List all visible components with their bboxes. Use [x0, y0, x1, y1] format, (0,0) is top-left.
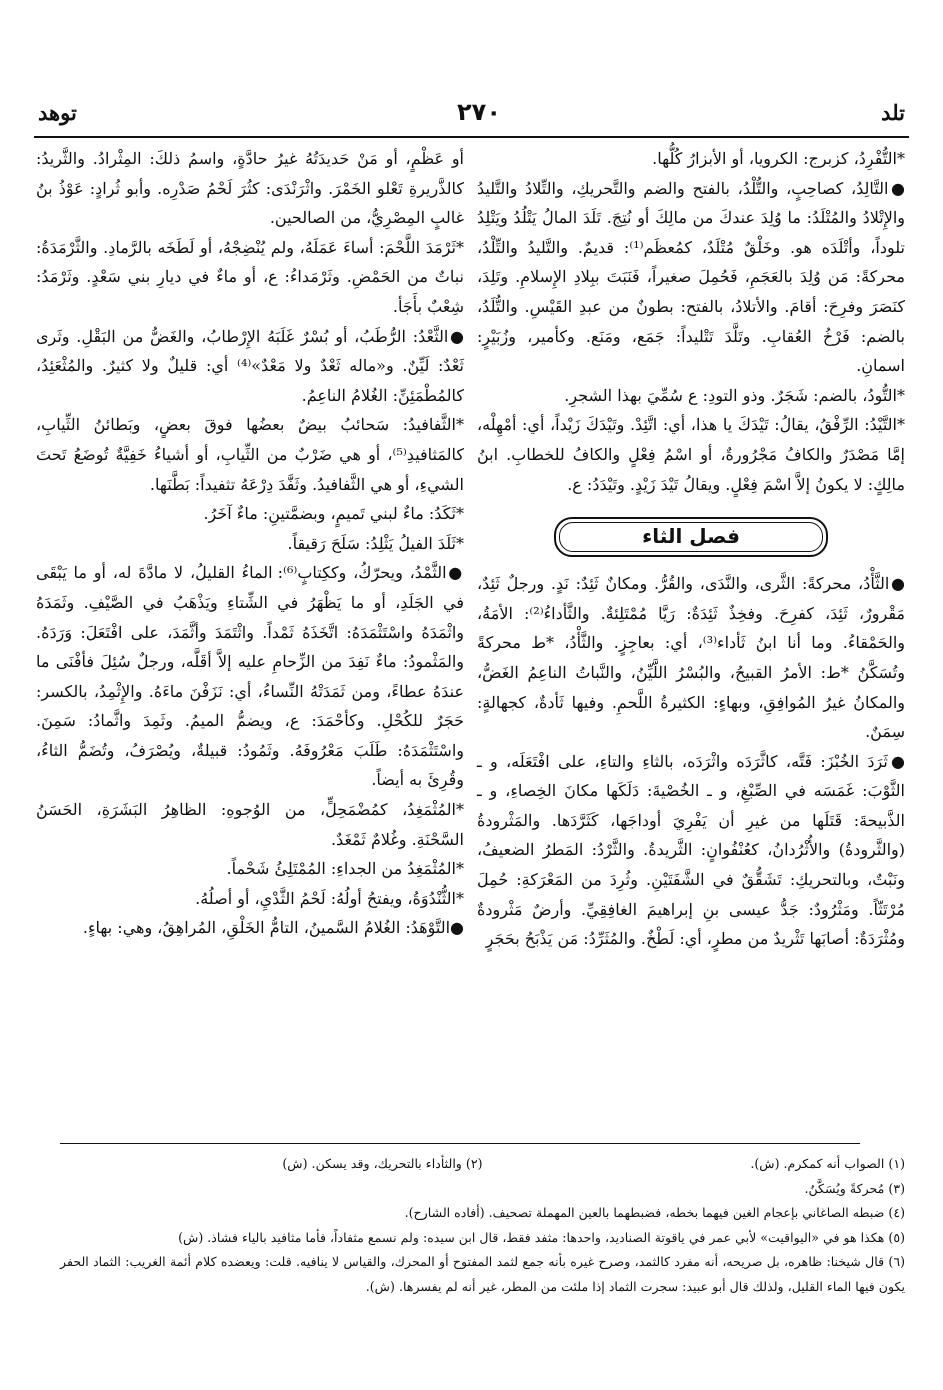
page-number: ٢٧٠ [457, 98, 501, 126]
header-left-word: توهد [38, 99, 77, 125]
entry-tharmad: *ثَرْمَدَ اللَّحْمَ: أساءَ عَمَلَهُ، ولم يُنْضِجْهُ، أو لَطَخَه بالرَّمادِ. والثَّرْمَدَةُ: نباتٌ من الحَمْضِ. وثَرْمَداءُ: ع، أو ماءٌ في ديارِ بني سَعْدٍ. وثَرْمَدُ: شِعْبٌ بأَجَأ. [36, 237, 464, 316]
entry-thafafid: *الثَّفافيدُ: سَحائبُ بيضٌ بعضُها فوقَ بعضٍ، وبَطائنُ الثِّيابِ، كالمَثافيدِ⁽⁵⁾، أو هي ضَرْبٌ من الثِّيابِ، أو أشياءُ خَفِيَّةٌ تُوضَعُ تَحتَ الشيءِ، أو هي الثَّفافيدُ. وثَفَّدَ دِرْعَهُ تثفيداً: بَطَّنَها. [36, 415, 464, 494]
left-column [36, 144, 464, 943]
footnote-2: (٢) والثأداء بالتحريك، وقد يسكن. (ش) [282, 1156, 483, 1171]
entry-tharad: ●ثَرَدَ الخُبْزَ: فَتَّه، كاثَّرَدَه واثْرَدَه، بالثاءِ والتاءِ، على افْتَعَلَه، و ـ الثَّوْبَ: غَمَسَه في الصِّبْغِ، و ـ الخُصْيةَ: دَلَكَها مكانَ الخِصاءِ، و ـ الذَّبيحةَ: قَتَلَها من غيرِ أن يَفْرِيَ أوداجَها، كَثَرَّدَها. والمَثْرودةُ (والثَّرودةُ) والأُثْرُدانُ، كعُنْفُوانٍ: الثَّريدةُ. والثَّرْدُ: المَطرُ الضعيفُ، ونَبْتٌ، وبالتحريكِ: تَشَقُّقٌ في الشَّفَتَيْنِ. وثُرِدَ من المَعْرَكةِ: حُمِلَ مُرْتَثّاً. ومَثْرُودٌ: جَدُّ عيسى بنِ إبراهيمَ الغافِقِيِّ. وأرضٌ مَثْرودةٌ ومُثْرَدَةٌ: أصابَها تَثْريدٌ من مطرٍ، أي: لَطْخٌ. والمُثَرِّدُ: مَن يَذْبَحُ بحَجَرٍ [477, 751, 905, 949]
entry-tharad-cont: أو عَظْمٍ، أو مَنْ حَديدَتُهُ غيرُ حادَّةٍ، واسمُ ذلكَ: المِثْرادُ. والثَّريدُ: كالذَّريرةِ تَعْلو الخَمْرَ. واثْرَنْدَى: كثُرَ لَحْمُ صَدْرِه. وأبو ثُرادٍ: عَوْذُ بنُ غالبٍ المِصْرِيُّ، من الصالحين. [36, 149, 465, 228]
footnote-6: (٦) قال شيخنا: ظاهره، بل صريحه، أنه مفرد كالثمد، وصرح غيره بأنه جمع لثمد المفتوح أو المحرك، والقياس لا ينافيه. قلت: ويعضده كلام أئمة الغريب: الثماد الحفر يكون فيها الماء القليل، ولذلك قال أبو عبيد: سجرت الثماد إذا ملئت من المطر، غير أنه لم يفسرها. (ش). [60, 1254, 905, 1294]
entry-thad-ratb: ●الثَّعْدُ: الرُّطَبُ، أو بُسْرٌ غَلَبَهُ الإِرْطابُ، والغَضُّ من البَقْلِ. وثَرى ثَعْدٌ: لَيِّنٌ. و«ماله ثَعْدٌ ولا مَعْدٌ»⁽⁴⁾ أي: قليلٌ ولا كثيرٌ. والمُثْعَئِدُ، كالمُطْمَئِنِّ: الغُلامُ الناعِمُ. [36, 326, 464, 405]
entry-thakad: *ثَكَدُ: ماءٌ لبني تَميمٍ، وبضمَّتينِ: ماءٌ آخَرُ. [203, 504, 464, 524]
entry-thunduwa: *الثُّنْدُوَةُ، ويفتحُ أولُهُ: لَحْمُ الثَّدْيِ، أو أصلُهُ. [195, 888, 464, 908]
right-column [477, 144, 905, 954]
entry-tud: *التُّودُ، بالضم: شَجَرٌ. وذو التودِ: ع سُمِّيَ بهذا الشجرِ. [564, 385, 905, 405]
entry-muthmaghid: *المُثْمَغِدُ، كمُضْمَحِلٍّ، من الوُجوهِ: الظاهِرُ البَشَرَةِ، الحَسَنُ السَّحْنَةِ. وغُلامٌ ثَمْغَدٌ. [36, 800, 464, 849]
section-title [554, 517, 828, 557]
entry-muthmaghid-jida: *المُثْمَغِدُ من الجداءِ: المُمْتَلِئُ شَحْماً. [226, 859, 464, 879]
footnote-5: (٥) هكذا هو في «اليواقيت» لأبي عمر في ياقوتة الصناديد، واحدها: مثفد فقط، قال ابن سيده: ولم نسمع مثفاداً، فأما مثافيد بالياء فشاذ. (ش) [178, 1229, 905, 1245]
entry-thalad: *ثَلَدَ الفيلُ يَثْلِدُ: سَلَحَ رَقيقاً. [287, 533, 464, 553]
footnotes [60, 1152, 905, 1299]
footnote-rule [60, 1143, 860, 1144]
section-title-text: فصل الثاء [642, 524, 740, 549]
section-banner [477, 517, 905, 557]
entry-tawhad: ●التَّوْهَدُ: الغُلامُ السَّمينُ، التامُّ الخَلْقِ، المُراهِقُ، وهي: بهاءٍ. [82, 918, 464, 938]
footnote-3: (٣) مُحركةً ويُسَكَّنُ. [804, 1180, 905, 1196]
entry-tufrid: *التُّفْرِدُ، كزبرج: الكرويا، أو الأبزارُ كُلُّها. [652, 149, 905, 168]
header-right-word: تلد [881, 99, 905, 125]
entry-thad: ●الثَّأْدُ، محركةً: الثَّرى، والنَّدَى، والقُرُّ. ومكانٌ ثَئِدٌ: نَدٍ. ورجلٌ ثَئِدٌ، مَقْرورٌ، ثَئِدَ، كفرِحَ. وفخِذٌ ثَئِدَةٌ: رَيَّا مُمْتَلِئةٌ. والثَّأداءُ⁽²⁾: الأمَةُ، والحَمْقاءُ. وما أنا ابنُ ثَأداء⁽³⁾، أي: بعاجِزٍ. والثَّأْدُ، *ط محركةً وتُسَكَّنُ *ط: الأمرُ القبيحُ، والبُسْرُ اللَّيِّنُ، والنَّباتُ الناعِمُ الغَضُّ، والمكانُ غيرُ المُوافِقِ، وبهاءٍ: الكثيرةُ اللَّحمِ. وفيها ثَأدةٌ، كجهالةٍ: سِمَنٌ. [477, 574, 906, 742]
entry-thamd: ●الثَّمْدُ، ويحرّكُ، وككِتابٍ⁽⁶⁾: الماءُ القليلُ، لا مادَّةَ له، أو ما يَبْقَى في الجَلَدِ، أو ما يَظْهَرُ في الشِّتاءِ ويَذْهَبُ في الصَّيْفِ. وثَمَدَهُ واثْمَدَهُ واسْتَثْمَدَهُ: اتَّخَذَهُ ثَمْداً. واثْتَمَدَ وأثَّمَدَ، على افْتَعَلَ: وَرَدَهُ. والمَثْمودُ: ماءٌ نَفِدَ من الزِّحامِ عليه إلاَّ أقَلَّه، ورجلٌ سُئِلَ فأفْنَى ما عندَهُ عطاءً، ومن ثَمَدَتْهُ النِّساءُ، أي: نَزَفْنَ ماءَهُ. والإِثْمِدُ، بالكسر: حَجَرٌ للكُحْلِ. وكأحْمَدَ: ع، ويضمُّ الميمُ. وثَمِدَ واثَّمادُ: سَمِنَ. واسْتَثْمَدَهُ: طَلَبَ مَعْرُوفَهُ. وثَمُودُ: قبيلةٌ، ويُصْرَفُ، وتُضَمُّ الثاءُ، وقُرِئَ به أيضاً. [36, 563, 465, 790]
header-rule [34, 136, 909, 138]
entry-talid: ●التَّالِدُ، كصاحِبٍ، والتُّلْدُ، بالفتح والضم والتَّحريكِ، والتِّلادُ والتَّليدُ والإِتْلادُ والمُتْلَدُ: ما وُلِدَ عندكَ من مالِكَ أو نُتِجَ. تَلَدَ المالُ يَتْلُدُ ويَتْلِدُ تلوداً، وأتْلَدَه هو. وخَلْقٌ مُتْلَدٌ، كمُعظَم⁽¹⁾: قديمٌ. والتَّليدُ والتِّلْدُ، محركةً: مَن وُلِدَ بالعَجَمِ، فَحُمِلَ صغيراً، فَنَبَتَ ببِلادِ الإِسلامِ. وتَلِدَ، كنَصَرَ وفرِحَ: أقامَ. والأتلادُ، بالفتح: بطونٌ من عبدِ القَيْسِ. والتُّلَدُ، بالضم: فَرْخُ العُقابِ. وتَلَّدَ تَتْليداً: جَمَع، ومَنَع. وكأمير، وزُبَيْرٍ: اسمانِ. [477, 178, 905, 376]
page-header [38, 92, 905, 132]
footnote-1: (١) الصواب أنه كمكرم. (ش). [750, 1156, 905, 1171]
entry-tayd: *التَّيْدُ: الرِّفْقُ، يقالُ: تَيْدَكَ يا هذا، أي: اتَّئِدْ. وتَيْدَكَ زَيْداً، أي: أمْهِلْه، إمَّا مَصْدَرٌ والكافُ مَجْرُورةٌ، أو اسْمُ فِعْلٍ والكافُ للخطابِ. ابنُ مالِكٍ: لا يكونُ إلاَّ اسْمَ فِعْلٍ. ويقالُ تَيْدَ زَيْدٍ. وتَيْدَدُ: ع. [477, 415, 905, 494]
footnote-4: (٤) ضبطه الصاغاني بإعجام الغين فيهما بخطه، فضبطهما بالعين المهملة تصحيف. (أفاده الشارح). [404, 1205, 905, 1220]
footnote-row [60, 1152, 905, 1177]
